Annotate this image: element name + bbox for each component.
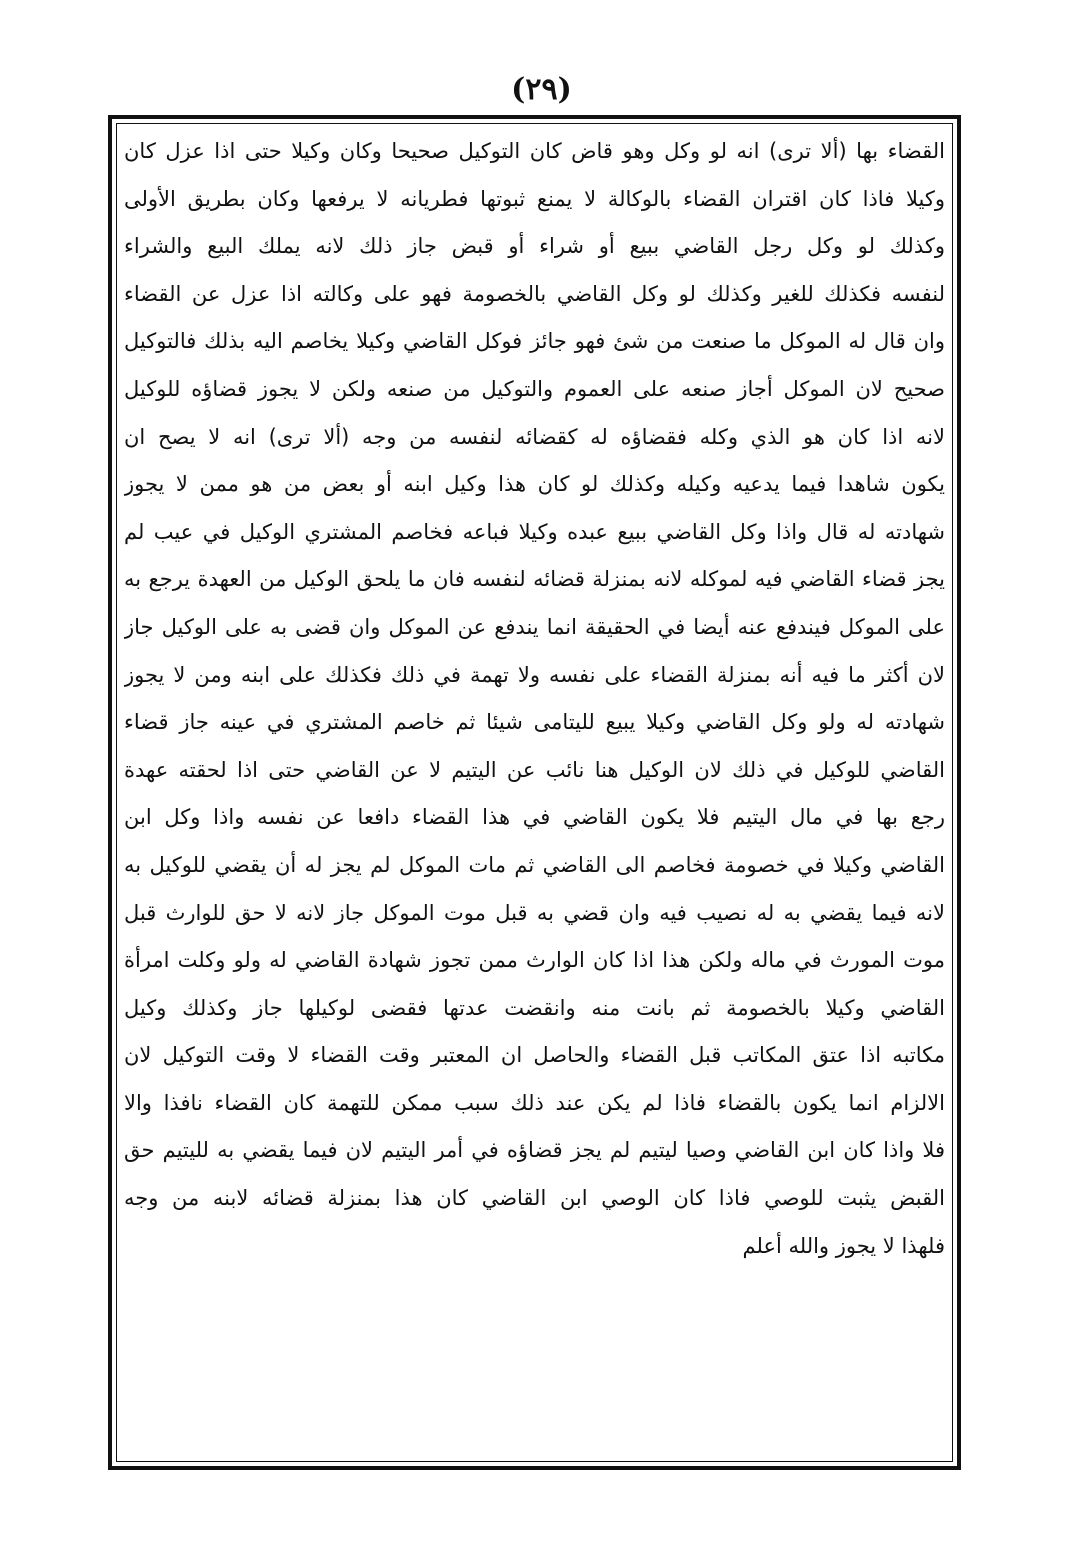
text-line: القاضي وكيلا بالخصومة ثم بانت منه وانقضت عدتها فقضى لوكيلها جاز وكذلك وكيل: [124, 995, 945, 1020]
text-line: القاضي للوكيل في ذلك لان الوكيل هنا نائب عن اليتيم لا عن القاضي حتى اذا لحقته عهدة: [124, 757, 945, 782]
text-line: لانه اذا كان هو الذي وكله فقضاؤه له كقضائه لنفسه من وجه (ألا ترى) انه لا يصح ان: [124, 424, 945, 449]
text-line: يكون شاهدا فيما يدعيه وكيله وكذلك لو كان هذا وكيل ابنه أو بعض من هو ممن لا يجوز: [124, 472, 945, 497]
page-number: (٢٩): [511, 72, 572, 107]
text-line: يجز قضاء القاضي فيه لموكله لانه بمنزلة قضائه لنفسه فان ما يلحق الوكيل من العهدة يرجع به: [124, 567, 945, 592]
text-line: الالزام انما يكون بالقضاء فاذا لم يكن عند ذلك سبب ممكن للتهمة كان القضاء نافذا والا: [124, 1090, 945, 1115]
text-line: لان أكثر ما فيه أنه بمنزلة القضاء على نفسه ولا تهمة في ذلك فكذلك على ابنه ومن لا يجوز: [124, 662, 945, 687]
text-line: القضاء بها (ألا ترى) انه لو وكل وهو قاض كان التوكيل صحيحا وكان وكيلا حتى اذا عزل كان: [124, 139, 945, 163]
text-body: [124, 128, 945, 1270]
text-line: وان قال له الموكل ما صنعت من شئ فهو جائز فوكل القاضي وكيلا يخاصم اليه بذلك فالتوكيل: [124, 329, 945, 354]
text-line: وكذلك لو وكل رجل القاضي ببيع أو شراء أو قبض جاز ذلك لانه يملك البيع والشراء: [124, 234, 945, 259]
text-line: موت المورث في ماله ولكن هذا اذا كان الوارث ممن تجوز شهادة القاضي له ولو وكلت امرأة: [124, 948, 945, 973]
text-line: شهادته له ولو وكل القاضي وكيلا يبيع لليتامى شيئا ثم خاصم المشتري في عينه جاز قضاء: [124, 710, 945, 735]
text-line: وكيلا فاذا كان اقتران القضاء بالوكالة لا يمنع ثبوتها فطريانه لا يرفعها وكان بطريق الأولى: [124, 186, 945, 211]
text-line: لنفسه فكذلك للغير وكذلك لو وكل القاضي بالخصومة فهو على وكالته اذا عزل عن القضاء: [124, 281, 945, 306]
text-line: فلا واذا كان ابن القاضي وصيا ليتيم لم يجز قضاؤه في أمر اليتيم لان فيما يقضي به لليتيم حق: [124, 1138, 945, 1163]
text-line: لانه فيما يقضي به له نصيب فيه وان قضي به قبل موت الموكل جاز لانه لا حق للوارث قبل: [124, 900, 945, 925]
text-line: القاضي وكيلا في خصومة فخاصم الى القاضي ثم مات الموكل لم يجز له أن يقضي للوكيل به: [124, 852, 945, 877]
text-line: على الموكل فيندفع عنه أيضا في الحقيقة انما يندفع عن الموكل وان قضى به على الوكيل جاز: [124, 614, 945, 639]
text-line: القبض يثبت للوصي فاذا كان الوصي ابن القاضي كان هذا بمنزلة قضائه لابنه من وجه: [124, 1186, 945, 1211]
text-line: صحيح لان الموكل أجاز صنعه على العموم والتوكيل من صنعه ولكن لا يجوز قضاؤه للوكيل: [124, 376, 945, 401]
text-line-last: فلهذا لا يجوز والله أعلم: [742, 1233, 945, 1258]
text-line: مكاتبه اذا عتق المكاتب قبل القضاء والحاصل ان المعتبر وقت القضاء لا وقت التوكيل لان: [124, 1043, 945, 1068]
text-line: شهادته له قال واذا وكل القاضي ببيع عبده وكيلا فباعه فخاصم المشتري الوكيل في عيب لم: [124, 519, 945, 544]
text-line: رجع بها في مال اليتيم فلا يكون القاضي في هذا القضاء دافعا عن نفسه واذا وكل ابن: [124, 805, 945, 830]
